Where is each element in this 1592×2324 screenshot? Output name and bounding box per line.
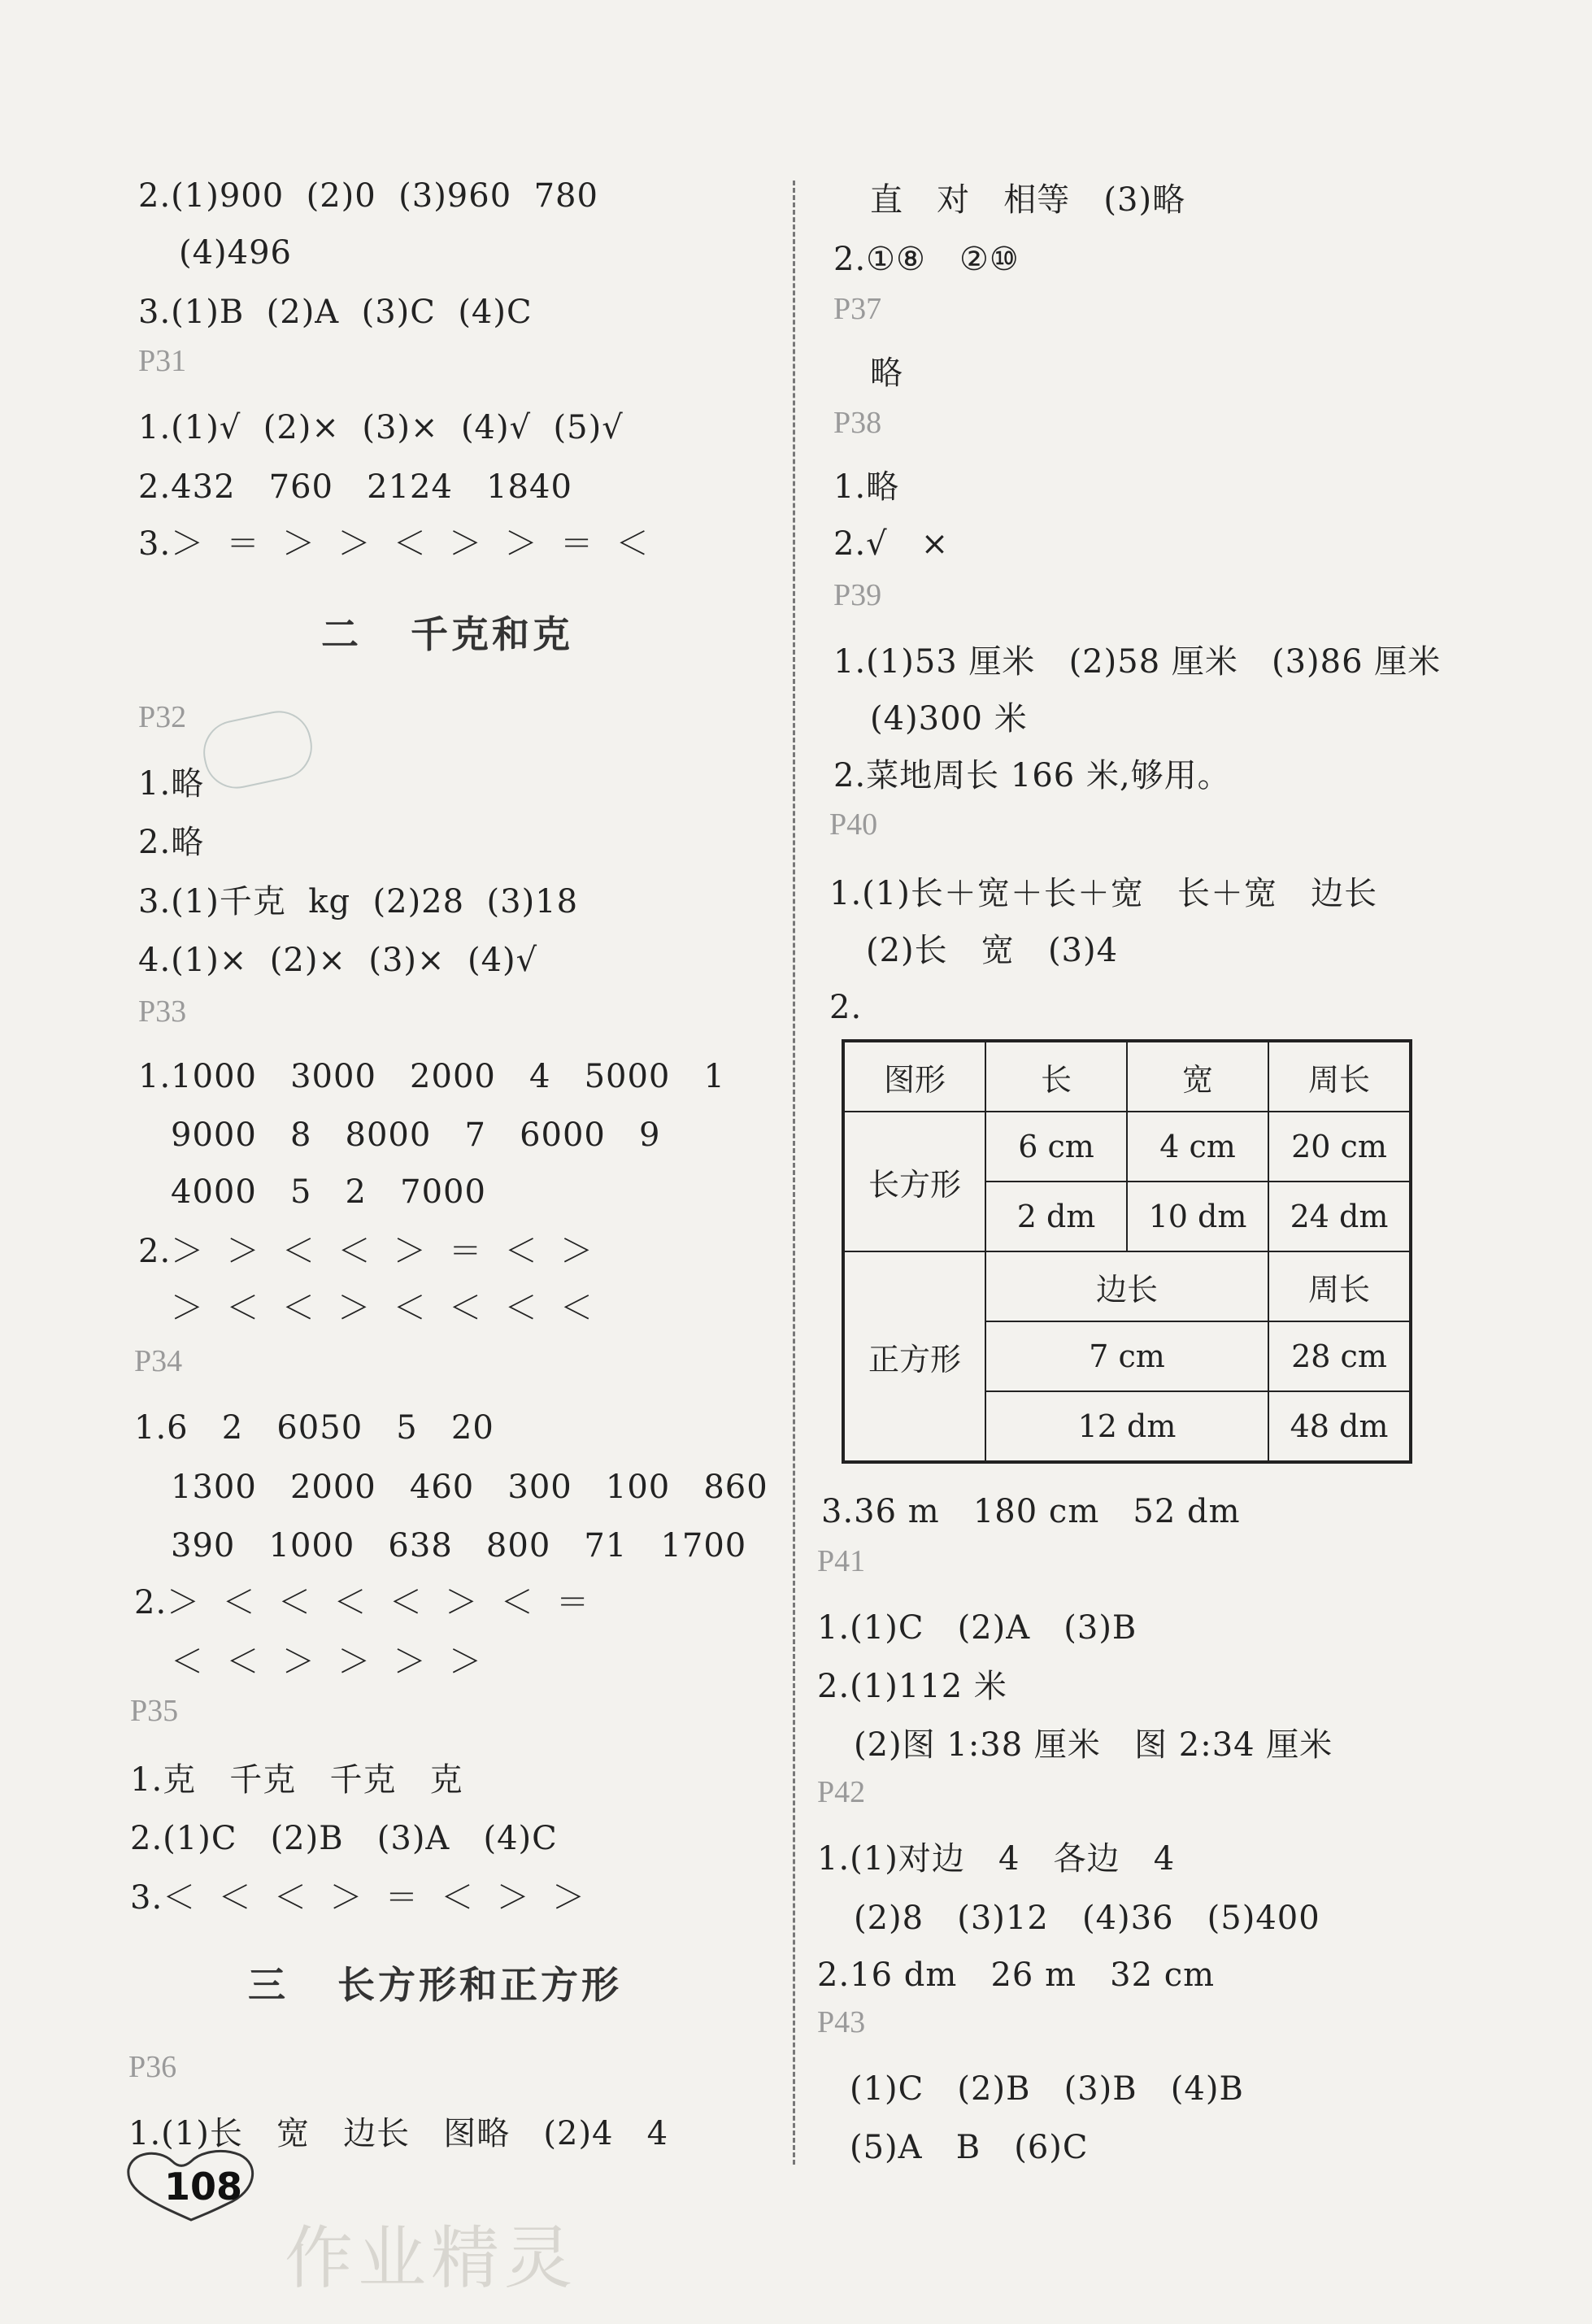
answer-line: 1.(1)C (2)A (3)B	[817, 1609, 1137, 1647]
answer-line: 1300 2000 460 300 100 860	[171, 1469, 768, 1506]
table-header: 图形	[843, 1041, 985, 1112]
answer-line: 1.1000 3000 2000 4 5000 1	[138, 1058, 725, 1095]
answer-line: 1.(1)长＋宽＋长＋宽 长＋宽 边长	[829, 875, 1378, 912]
page-label: P32	[138, 700, 187, 734]
table-header: 宽	[1127, 1041, 1268, 1112]
section-heading: 三 长方形和正方形	[248, 1963, 623, 2007]
answer-line: 2.＞ ＞ ＜ ＜ ＞ ＝ ＜ ＞	[138, 1233, 594, 1270]
answer-line: 3.＜ ＜ ＜ ＞ ＝ ＜ ＞ ＞	[130, 1879, 586, 1917]
answer-line: 9000 8 8000 7 6000 9	[171, 1116, 661, 1154]
answer-line: 1.(1)长 宽 边长 图略 (2)4 4	[128, 2115, 669, 2152]
table-header: 周长	[1268, 1041, 1411, 1112]
answer-line: ＞ ＜ ＜ ＞ ＜ ＜ ＜ ＜	[171, 1290, 594, 1327]
table-cell: 2 dm	[985, 1182, 1127, 1251]
watermark-text: 作业精灵	[285, 2218, 578, 2298]
page-label: P41	[817, 1544, 866, 1578]
column-divider	[793, 181, 795, 2165]
table-cell: 28 cm	[1268, 1321, 1411, 1391]
answer-line: 3.36 m 180 cm 52 dm	[821, 1493, 1241, 1530]
answer-line: 2.略	[138, 824, 205, 861]
answer-line: 1.略	[138, 765, 205, 803]
page-label: P38	[833, 406, 882, 440]
page-label: P37	[833, 292, 882, 326]
perimeter-table	[842, 1039, 1412, 1464]
answer-line: 2.(1)112 米	[817, 1668, 1007, 1705]
answer-line: (2)长 宽 (3)4	[866, 932, 1119, 969]
page-label: P33	[138, 994, 187, 1029]
table-cell: 48 dm	[1268, 1391, 1411, 1462]
table-header: 长	[985, 1041, 1127, 1112]
table-cell: 正方形	[843, 1251, 985, 1462]
answer-line: 3.(1)B (2)A (3)C (4)C	[138, 294, 533, 331]
answer-line: 2.(1)900 (2)0 (3)960 780	[138, 177, 598, 215]
answer-line: 1.(1)√ (2)× (3)× (4)√ (5)√	[138, 409, 624, 446]
answer-line: (1)C (2)B (3)B (4)B	[850, 2070, 1244, 2108]
page-label: P43	[817, 2005, 866, 2039]
answer-line: 3.(1)千克 kg (2)28 (3)18	[138, 883, 579, 920]
answer-line: 4.(1)× (2)× (3)× (4)√	[138, 942, 538, 979]
answer-line: 2.	[829, 989, 863, 1026]
answer-line: 1.(1)53 厘米 (2)58 厘米 (3)86 厘米	[833, 643, 1442, 681]
table-cell: 24 dm	[1268, 1182, 1411, 1251]
answer-line: 2.16 dm 26 m 32 cm	[817, 1956, 1216, 1994]
answer-line: 1.克 千克 千克 克	[130, 1761, 463, 1799]
answer-line: 2.(1)C (2)B (3)A (4)C	[130, 1820, 558, 1857]
answer-line: 3.＞ ＝ ＞ ＞ ＜ ＞ ＞ ＝ ＜	[138, 525, 650, 563]
page-label: P34	[134, 1344, 183, 1378]
answer-line: 2.菜地周长 166 米,够用。	[833, 757, 1231, 794]
table-header: 周长	[1268, 1251, 1411, 1321]
answer-line: (5)A B (6)C	[850, 2129, 1089, 2166]
table-cell: 长方形	[843, 1112, 985, 1251]
page-label: P35	[130, 1694, 179, 1728]
section-heading: 二 千克和克	[321, 612, 574, 656]
stamp-logo	[198, 705, 319, 794]
answer-line: 直 对 相等 (3)略	[870, 181, 1186, 219]
answer-line: (2)8 (3)12 (4)36 (5)400	[854, 1900, 1320, 1937]
answer-line: (4)496	[179, 234, 293, 272]
page-label: P42	[817, 1775, 866, 1809]
table-cell: 7 cm	[985, 1321, 1268, 1391]
table-cell: 12 dm	[985, 1391, 1268, 1462]
answer-line: 2.432 760 2124 1840	[138, 468, 572, 506]
page-label: P36	[128, 2050, 177, 2084]
table-cell: 4 cm	[1127, 1112, 1268, 1182]
answer-line: 1.略	[833, 468, 900, 506]
answer-line: 2.①⑧ ②⑩	[833, 241, 1020, 278]
answer-line: 略	[870, 355, 903, 392]
answer-line: ＜ ＜ ＞ ＞ ＞ ＞	[171, 1643, 483, 1681]
table-header: 边长	[985, 1251, 1268, 1321]
answer-line: 4000 5 2 7000	[171, 1173, 486, 1211]
answer-line: 1.6 2 6050 5 20	[134, 1409, 494, 1447]
page-number: 108	[164, 2165, 243, 2209]
page-number-badge	[122, 2147, 260, 2225]
answer-line: 2.√ ×	[833, 525, 950, 563]
answer-line: 390 1000 638 800 71 1700	[171, 1527, 747, 1565]
page-label: P39	[833, 578, 882, 612]
answer-line: 1.(1)对边 4 各边 4	[817, 1840, 1176, 1878]
table-cell: 20 cm	[1268, 1112, 1411, 1182]
table-cell: 10 dm	[1127, 1182, 1268, 1251]
answer-line: (2)图 1:38 厘米 图 2:34 厘米	[854, 1726, 1333, 1764]
page-label: P31	[138, 344, 187, 378]
page-label: P40	[829, 807, 878, 842]
answer-line: 2.＞ ＜ ＜ ＜ ＜ ＞ ＜ ＝	[134, 1584, 590, 1621]
answer-line: (4)300 米	[870, 700, 1028, 738]
table-cell: 6 cm	[985, 1112, 1127, 1182]
